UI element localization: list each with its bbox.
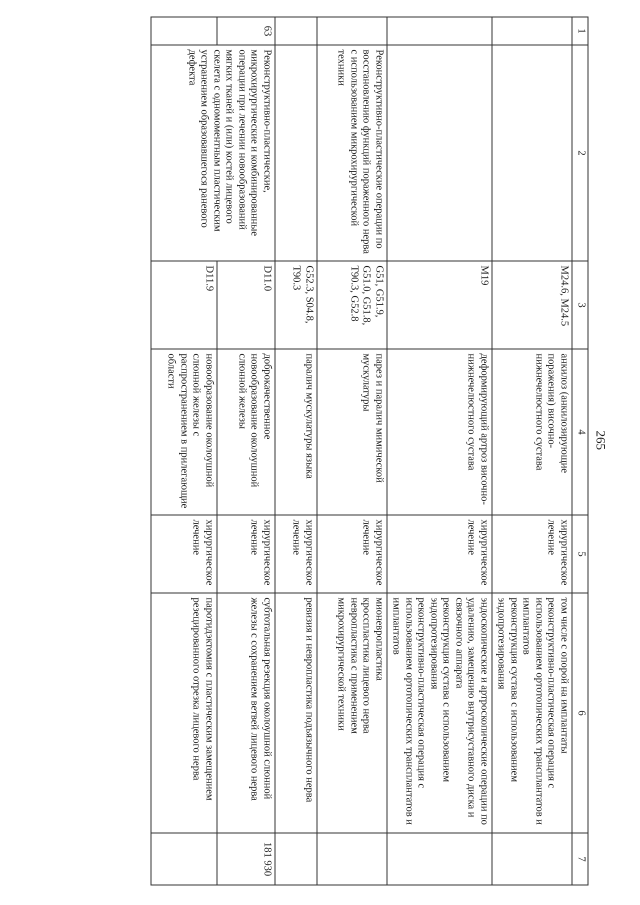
intervention-name: Реконструктивно-пластические операции по восстановлению функций пораженного нерва с использованием микрохирургической техники [317, 45, 387, 261]
row-number [492, 17, 572, 45]
column-number-3: 3 [572, 261, 588, 349]
treatment-methods [317, 593, 387, 833]
treatment-methods [387, 593, 492, 833]
column-number-7: 7 [572, 833, 588, 885]
method-item: паротидэктомия с пластическим замещением резецированного отрезка лицевого нерва [191, 597, 215, 801]
column-number-row [572, 17, 588, 885]
icd-codes: D11.9 [151, 261, 217, 349]
price [387, 833, 492, 885]
method-item: реконструкция сустава с использованием эндопротезирования [428, 597, 452, 782]
treatment-type: хирургическое лечение [217, 515, 275, 593]
icd-codes: D11.0 [217, 261, 275, 349]
intervention-name: Реконструктивно-пластические, микрохирургические и комбинированные операции при лечении новообразований мягких тканей и (или) костей лицевого скелета с одномоментным пластическим устранением образовавшегося раневого дефекта [151, 45, 275, 261]
method-item: эндоскопические и артроскопические операции по удалению, замещению внутрисуставного диска и связочного аппарата [453, 597, 490, 825]
column-number-4: 4 [572, 349, 588, 515]
treatment-methods [217, 593, 275, 833]
table-row [275, 17, 317, 885]
row-number [387, 17, 492, 45]
page-number: 265 [593, 430, 609, 450]
method-item: реконструктивно-пластическая операция с использованием ортотопических трансплантатов и имплантатов [391, 597, 427, 825]
row-number: 63 [217, 17, 275, 45]
diagnosis: парез и паралич мимической мускулатуры [317, 349, 387, 515]
method-item: ревизия и невропластика подъязычного нерва [303, 597, 315, 803]
column-number-2: 2 [572, 45, 588, 261]
treatment-type: хирургическое лечение [317, 515, 387, 593]
diagnosis: доброкачественное новообразование околоушной слюнной железы [217, 349, 275, 515]
treatment-type: хирургическое лечение [387, 515, 492, 593]
diagnosis: анкилоз (анкилозирующие поражения) височно-нижнечелюстного сустава [492, 349, 572, 515]
treatment-type: хирургическое лечение [151, 515, 217, 593]
diagnosis: паралич мускулатуры языка [275, 349, 317, 515]
row-number [151, 17, 217, 45]
treatment-methods [492, 593, 572, 833]
method-item: реконструктивно-пластическая операция с использованием ортотопических трансплантатов и имплантатов [521, 597, 557, 825]
price: 181 930 [217, 833, 275, 885]
price [492, 833, 572, 885]
column-number-5: 5 [572, 515, 588, 593]
row-number [275, 17, 317, 45]
intervention-name [492, 45, 572, 261]
treatment-type: хирургическое лечение [492, 515, 572, 593]
icd-codes: G51, G51.9, G51.0, G51.8, T90.3, G52.8 [317, 261, 387, 349]
procedures-table [151, 17, 589, 886]
method-item: том числе с опорой на имплантаты [558, 597, 570, 754]
rotated-page [35, 9, 607, 896]
icd-codes: M24.6, M24.5 [492, 261, 572, 349]
treatment-methods [275, 593, 317, 833]
method-item: реконструкция сустава с использованием эндопротезирования [496, 597, 520, 782]
method-item: мионевропластика [373, 597, 385, 681]
column-number-1: 1 [572, 17, 588, 45]
diagnosis: новообразование околоушной слюнной железы с распространением в прилегающие области [151, 349, 217, 515]
icd-codes: G52.3, S04.8, T90.3 [275, 261, 317, 349]
intervention-name [387, 45, 492, 261]
treatment-type: хирургическое лечение [275, 515, 317, 593]
diagnosis: деформирующий артроз височно-нижнечелюстного сустава [387, 349, 492, 515]
table-row [492, 17, 572, 885]
method-item: невропластика с применением микрохирургической техники [336, 597, 360, 734]
intervention-name [275, 45, 317, 261]
table-row [217, 17, 275, 885]
price [275, 833, 317, 885]
method-item: субтотальная резекция околоушной слюнной железы с сохранением ветвей лицевого нерва [249, 597, 273, 801]
price [151, 833, 217, 885]
row-number [317, 17, 387, 45]
method-item: кросспластика лицевого нерва [361, 597, 372, 734]
treatment-methods [151, 593, 217, 833]
icd-codes: M19 [387, 261, 492, 349]
price [317, 833, 387, 885]
table-row [387, 17, 492, 885]
column-number-6: 6 [572, 593, 588, 833]
table-row [317, 17, 387, 885]
